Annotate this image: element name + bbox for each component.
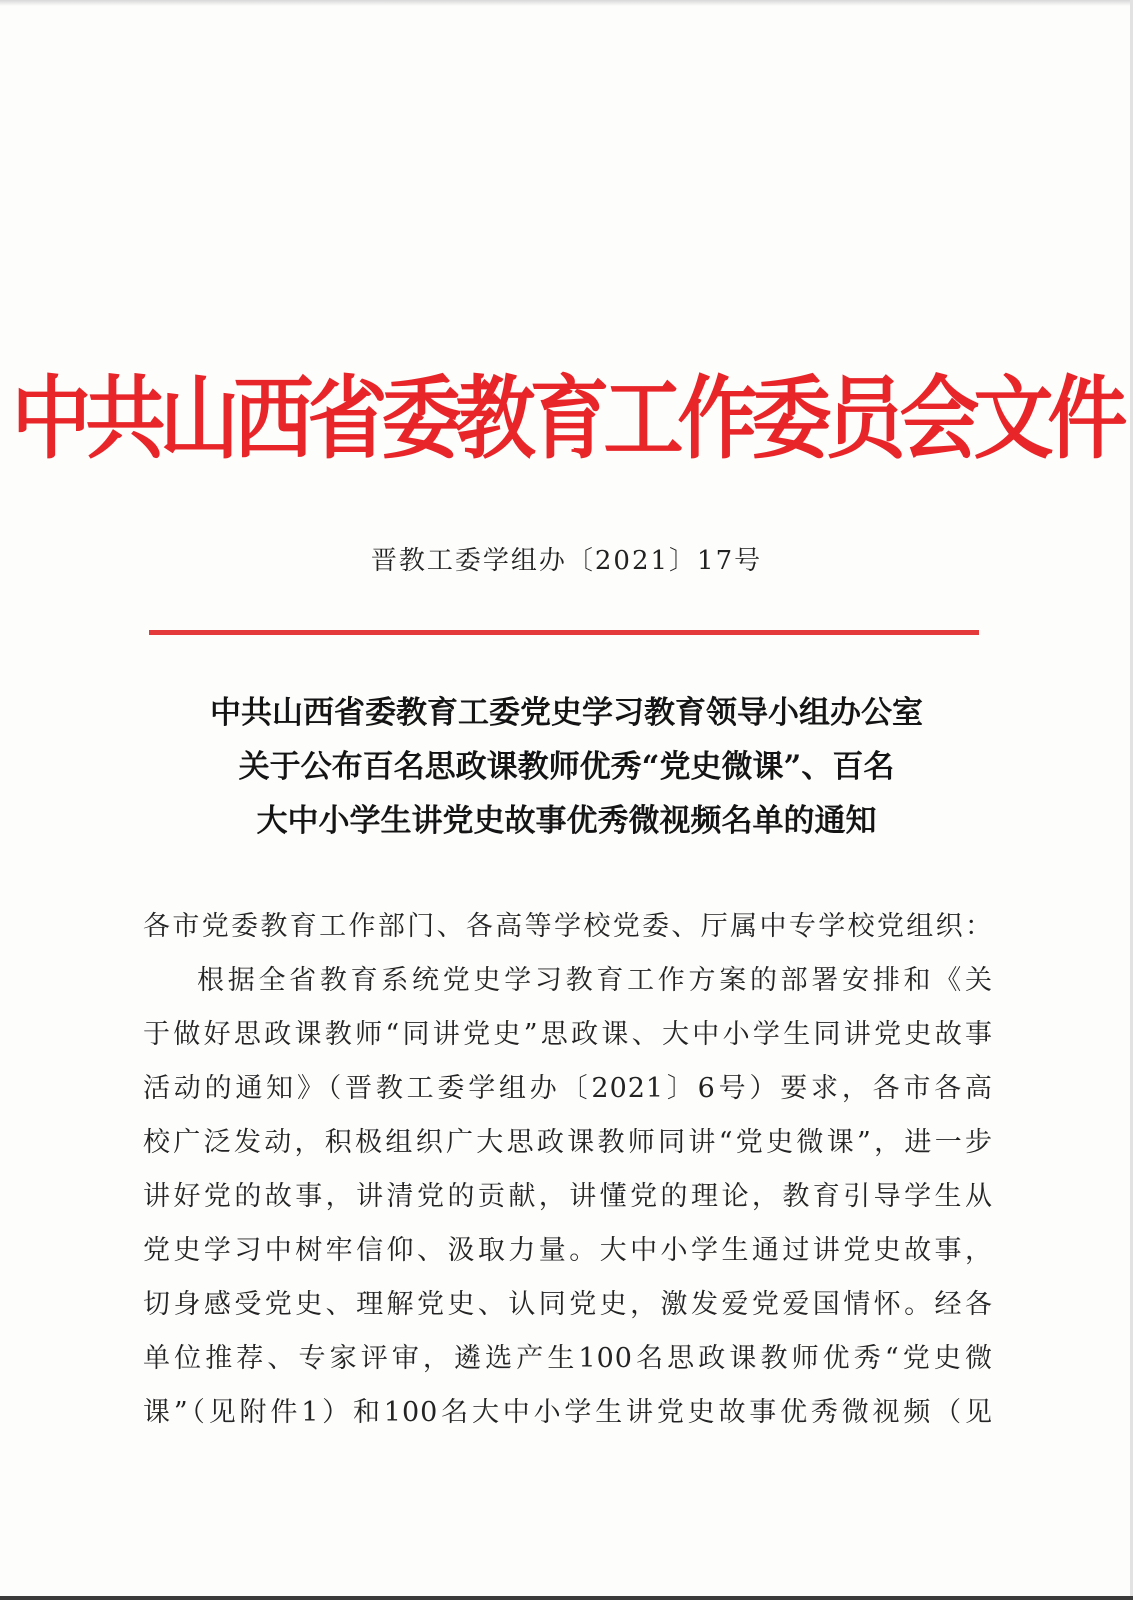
notice-title [0, 686, 1133, 848]
notice-title-line: 中共山西省委教育工委党史学习教育领导小组办公室 [210, 695, 923, 731]
salutation: 各市党委教育工作部门、各高等学校党委、厅属中专学校党组织： [143, 911, 993, 942]
body-line: 课”（见附件1）和100名大中小学生讲党史故事优秀微视频（见 [143, 1397, 993, 1428]
body-line: 切身感受党史、理解党史、认同党史，激发爱党爱国情怀。经各 [143, 1289, 993, 1320]
body-line: 讲好党的故事，讲清党的贡献，讲懂党的理论，教育引导学生从 [143, 1181, 993, 1212]
notice-body [143, 900, 993, 1440]
document-number: 晋教工委学组办〔2021〕17号 [370, 546, 763, 576]
body-line: 校广泛发动，积极组织广大思政课教师同讲“党史微课”，进一步 [143, 1127, 993, 1158]
body-line: 根据全省教育系统党史学习教育工作方案的部署安排和《关 [197, 965, 993, 996]
scan-edge-bottom [0, 1596, 1133, 1600]
masthead-title: 中共山西省委教育工作委员会文件 [11, 365, 1122, 471]
body-line: 单位推荐、专家评审，遴选产生100名思政课教师优秀“党史微 [143, 1343, 993, 1374]
body-line: 于做好思政课教师“同讲党史”思政课、大中小学生同讲党史故事 [143, 1019, 993, 1050]
scan-edge-top [0, 0, 1133, 6]
red-divider-rule [149, 630, 979, 635]
body-line: 党史学习中树牢信仰、汲取力量。大中小学生通过讲党史故事， [143, 1235, 993, 1266]
notice-title-line: 关于公布百名思政课教师优秀“党史微课”、百名 [238, 749, 895, 785]
body-line: 活动的通知》（晋教工委学组办〔2021〕6号）要求，各市各高 [143, 1073, 993, 1104]
notice-title-line: 大中小学生讲党史故事优秀微视频名单的通知 [256, 803, 877, 839]
